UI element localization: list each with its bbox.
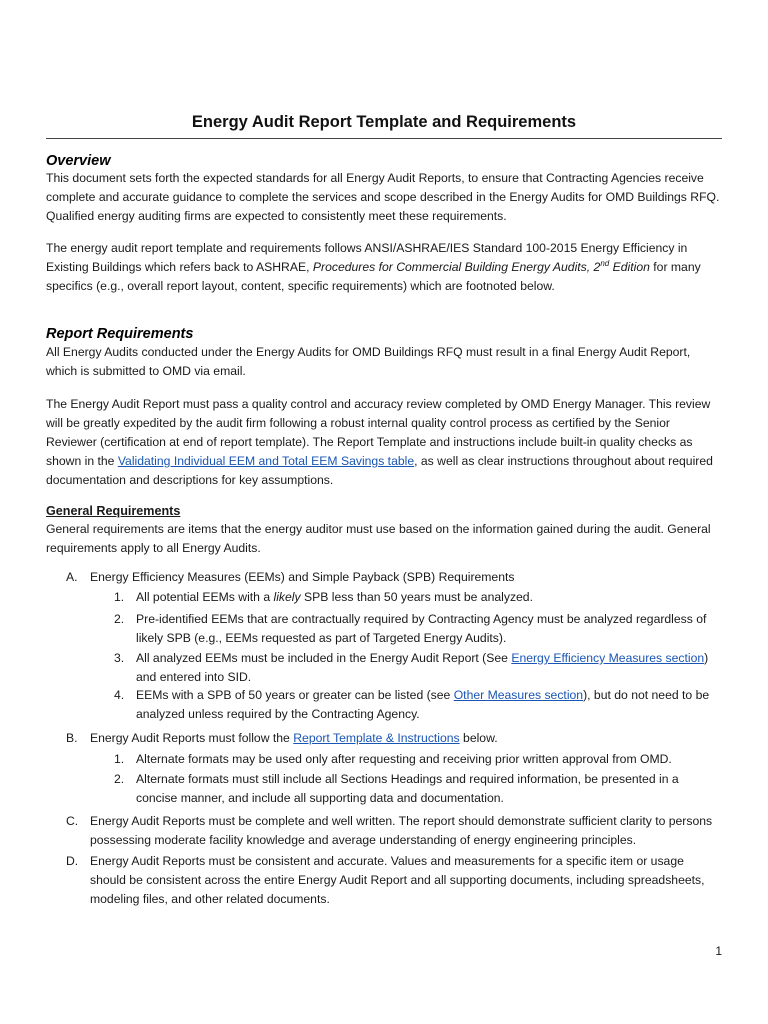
list-item-a-1-text: [114, 588, 722, 607]
document-title: Energy Audit Report Template and Requirements: [191, 113, 577, 131]
report-requirements-heading: Report Requirements: [46, 326, 194, 342]
report-requirements-paragraph-2: [46, 395, 722, 490]
list-item-c-text: Energy Audit Reports must be complete and well written. The report should demonstrate sufficient clarity to persons possessing moderate facility knowledge and average understanding of energy engineering principles.: [90, 814, 713, 847]
list-item-a-4: [114, 686, 722, 724]
list-item-a-text: Energy Efficiency Measures (EEMs) and Simple Payback (SPB) Requirements: [90, 570, 515, 584]
list-marker-b: B.: [66, 731, 78, 745]
a3-text-a: All analyzed EEMs must be included in the Energy Audit Report (See: [136, 651, 512, 665]
list-item-b-2: [114, 770, 722, 808]
overview-p2-superscript: nd: [600, 258, 610, 268]
a1-text-a: All potential EEMs with a: [136, 590, 274, 604]
list-item-b-2-text: Alternate formats must still include all Sections Headings and required information, be presented in a concise manner, and include all supporting data and documentation.: [136, 772, 679, 805]
energy-efficiency-measures-section-link[interactable]: Energy Efficiency Measures section: [511, 651, 705, 665]
list-item-b-1-text: Alternate formats may be used only after requesting and receiving prior written approval from OMD.: [136, 752, 672, 766]
a4-text-a: EEMs with a SPB of 50 years or greater can be listed (see: [136, 688, 454, 702]
list-marker-c: C.: [66, 814, 79, 828]
list-marker-b-2: 2.: [114, 772, 125, 786]
list-marker-d: D.: [66, 854, 79, 868]
list-item-d-text: Energy Audit Reports must be consistent and accurate. Values and measurements for a specific item or usage should be consistent across the entire Energy Audit Report and all supporting documents, including spreadsheets, modeling files, and other related documents.: [90, 854, 705, 906]
list-item-d: [66, 852, 722, 909]
rr-p2-text-a: The Energy Audit Report must pass a quality control and accuracy review completed by OMD Energy Manager. This review will be greatly expedited by the audit firm following a robust internal quality control process as certified by the Senior Reviewer (certification at end of report template). The Report Template and instructions include built-in quality checks as shown in the: [46, 397, 711, 468]
title-divider: [46, 138, 722, 139]
a1-text-b: SPB less than 50 years must be analyzed.: [300, 590, 533, 604]
list-item-a: [66, 568, 722, 587]
list-item-a-4-text: [114, 686, 722, 724]
list-marker-a: A.: [66, 570, 78, 584]
report-template-instructions-link[interactable]: Report Template & Instructions: [293, 731, 460, 745]
list-marker-a-1: 1.: [114, 590, 125, 604]
list-item-a-3-text: [114, 649, 722, 687]
list-item-b-1: [114, 750, 722, 769]
report-requirements-paragraph-1: All Energy Audits conducted under the Energy Audits for OMD Buildings RFQ must result in a final Energy Audit Report, which is submitted to OMD via email.: [46, 345, 691, 378]
b-text-a: Energy Audit Reports must follow the: [90, 731, 294, 745]
list-item-a-2-text: Pre-identified EEMs that are contractually required by Contracting Agency must be analyzed regardless of likely SPB (e.g., EEMs requested as part of Targeted Energy Audits).: [136, 612, 707, 645]
overview-p2-italic: Procedures for Commercial Building Energy Audits, 2: [312, 260, 601, 274]
a3-text-b: ) and entered into SID.: [136, 651, 709, 684]
a4-text-b: ), but do not need to be analyzed unless required by the Contracting Agency.: [136, 688, 710, 721]
page-number: 1: [715, 944, 722, 958]
list-item-c: [66, 812, 722, 850]
overview-heading: Overview: [46, 153, 111, 169]
overview-paragraph-1: This document sets forth the expected standards for all Energy Audit Reports, to ensure that Contracting Agencies receive complete and accurate guidance to complete the services and scope described in the Energy Audits for OMD Buildings RFQ. Qualified energy auditing firms are expected to consistently meet these requirements.: [46, 171, 720, 223]
a1-italic: likely: [273, 590, 301, 604]
list-item-b-text: [66, 729, 722, 748]
overview-p2-text-a: The energy audit report template and requirements follows ANSI/ASHRAE/IES Standard 100-2015 Energy Efficiency in Existing Buildings which refers back to ASHRAE,: [46, 241, 688, 274]
list-item-a-3: [114, 649, 722, 687]
list-marker-a-4: 4.: [114, 688, 125, 702]
list-item-a-2: [114, 610, 722, 648]
validating-eem-savings-table-link[interactable]: Validating Individual EEM and Total EEM Savings table: [117, 454, 415, 468]
overview-paragraph-2: [46, 239, 722, 296]
rr-p2-text-b: , as well as clear instructions throughout about required documentation and descriptions for key assumptions.: [46, 454, 713, 487]
list-marker-a-3: 3.: [114, 651, 125, 665]
overview-p2-text-b: for many specifics (e.g., overall report layout, content, specific requirements) which are footnoted below.: [46, 260, 701, 293]
overview-p2-italic-edition: Edition: [609, 260, 650, 274]
other-measures-section-link[interactable]: Other Measures section: [453, 688, 584, 702]
list-item-b: [66, 729, 722, 748]
general-requirements-heading: General Requirements: [46, 504, 181, 518]
list-marker-a-2: 2.: [114, 612, 125, 626]
general-requirements-paragraph: General requirements are items that the energy auditor must use based on the information gained during the audit. General requirements apply to all Energy Audits.: [46, 522, 711, 555]
list-item-a-1: [114, 588, 722, 607]
list-marker-b-1: 1.: [114, 752, 125, 766]
b-text-b: below.: [459, 731, 498, 745]
